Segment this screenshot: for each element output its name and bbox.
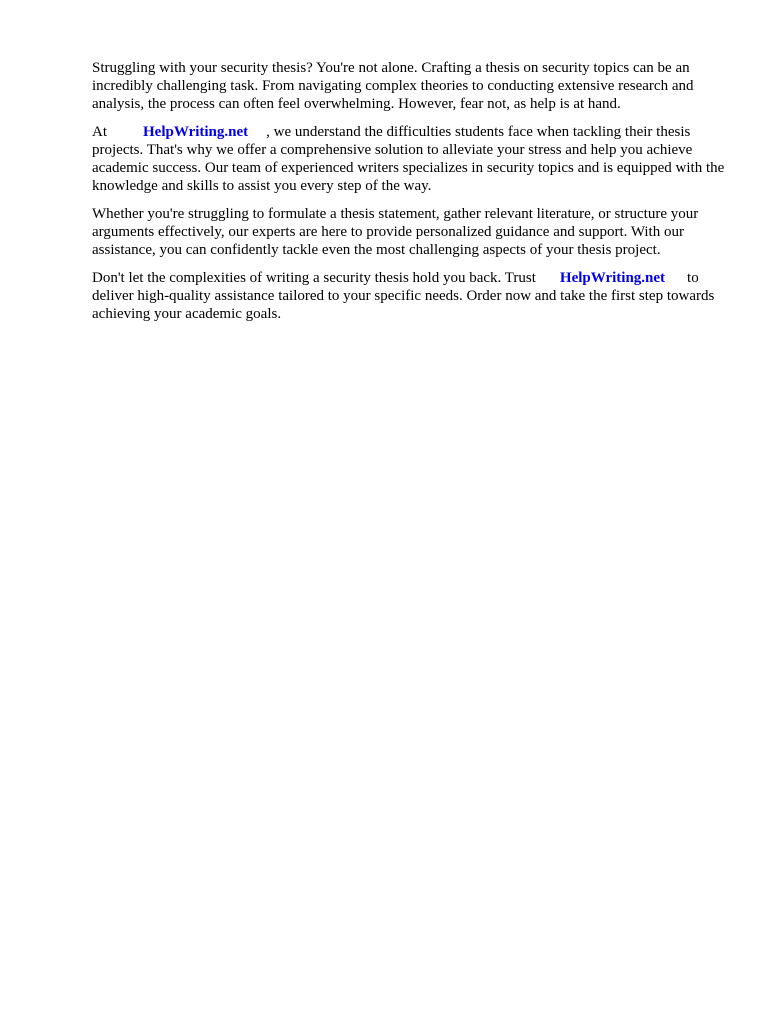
document-body — [92, 59, 732, 333]
paragraph-about-body: , we understand the difficulties students face when tackling their thesis projects. That's why we offer a comprehensive solution to alleviate your stress and help you achieve academic success. Our team of experienced writers specializes in security topics and is equipped with the knowledge and skills to assist you every step of the way. — [92, 124, 725, 194]
paragraph-cta — [92, 269, 732, 323]
paragraph-cta-body: to deliver high-quality assistance tailored to your specific needs. Order now and take the first step towards achieving your academic goals. — [92, 270, 715, 322]
paragraph-about — [92, 123, 732, 195]
helpwriting-link-1[interactable]: HelpWriting.net — [143, 124, 249, 140]
helpwriting-link-2[interactable]: HelpWriting.net — [559, 270, 666, 286]
paragraph-about-lead: At — [92, 124, 107, 140]
paragraph-cta-lead: Don't let the complexities of writing a security thesis hold you back. Trust — [92, 270, 536, 286]
paragraph-support: Whether you're struggling to formulate a thesis statement, gather relevant literature, or structure your arguments effectively, our experts are here to provide personalized guidance and support. With our assistance, you can confidently tackle even the most challenging aspects of your thesis project. — [92, 206, 699, 258]
paragraph-intro: Struggling with your security thesis? You're not alone. Crafting a thesis on security topics can be an incredibly challenging task. From navigating complex theories to conducting extensive research and analysis, the process can often feel overwhelming. However, fear not, as help is at hand. — [92, 60, 694, 112]
